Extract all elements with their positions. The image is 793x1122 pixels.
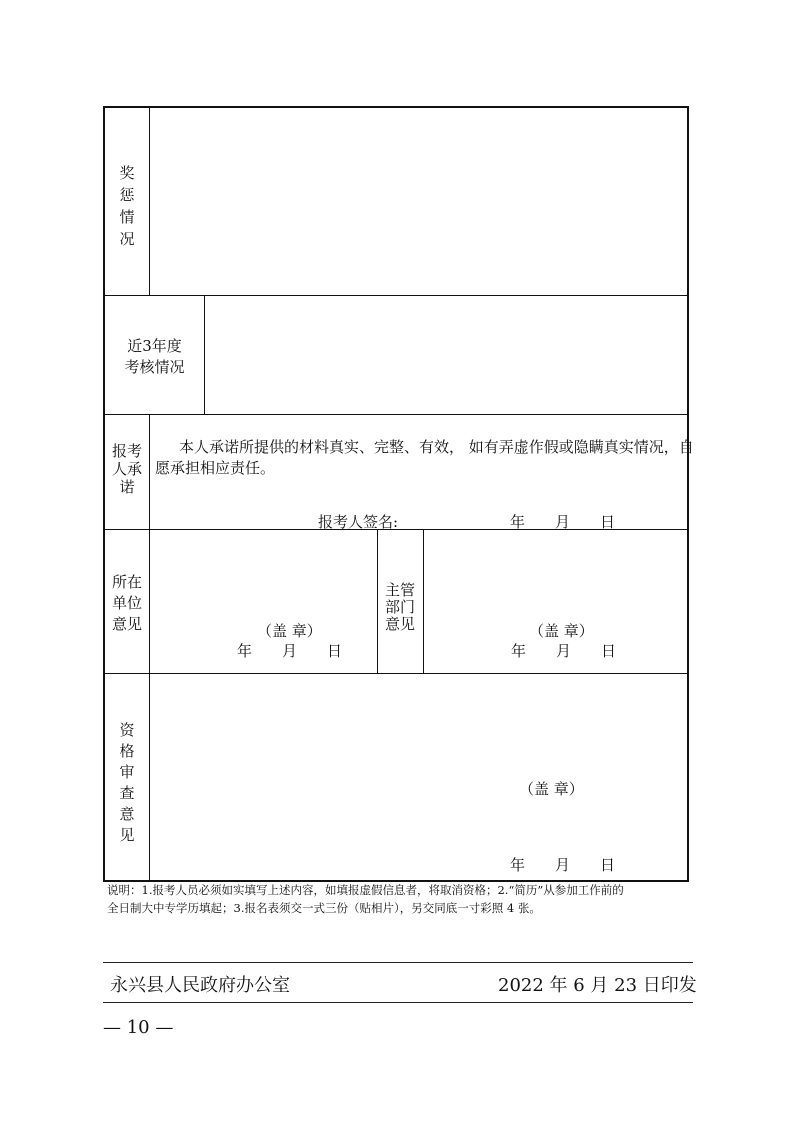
row-divider [105, 295, 687, 296]
column-divider [149, 414, 150, 880]
pledge-text-line2: 愿承担相应责任。 [155, 459, 276, 477]
row-divider [105, 673, 687, 674]
column-divider [204, 295, 205, 414]
column-divider [149, 108, 150, 295]
page-number: — 10 — [103, 1017, 174, 1038]
qualification-review-label-text: 资格审查意见 [119, 721, 135, 844]
review-seal: （盖 章） [519, 780, 584, 798]
issue-date: 2022 年 6 月 23 日印发 [498, 975, 697, 996]
column-divider [377, 529, 378, 673]
note-line2: 全日制大中专学历填起；3.报名表须交一式三份（贴相片），另交同底一寸彩照 4 张。 [107, 901, 541, 915]
unit-seal: （盖 章） [257, 622, 322, 640]
unit-date: 年 月 日 [237, 642, 343, 660]
registration-form-table [103, 106, 694, 882]
note-line1: 说明：1.报考人员必须如实填写上述内容，如填报虚假信息者，将取消资格；2.“简历”从参加工作前的 [107, 883, 624, 897]
signature-label: 报考人签名: [318, 513, 399, 531]
awards-label [105, 162, 149, 250]
footer-top-rule [103, 962, 693, 963]
row-divider [105, 414, 687, 415]
evaluation-label-line2: 考核情况 [124, 358, 185, 376]
pledge-date: 年 月 日 [510, 513, 616, 531]
dept-opinion-label-text: 主管部门意见 [384, 581, 415, 633]
dept-seal: （盖 章） [529, 622, 594, 640]
unit-opinion-label [111, 572, 143, 635]
unit-opinion-label-text: 所在单位意见 [111, 573, 142, 633]
pledge-label-text: 报考人承诺 [111, 442, 142, 496]
footer-bottom-rule [103, 1002, 693, 1003]
evaluation-label-line1: 近3年度 [127, 337, 182, 355]
dept-opinion-label [382, 582, 418, 633]
issuer-name: 永兴县人民政府办公室 [110, 975, 290, 996]
evaluation-label [105, 336, 204, 378]
dept-date: 年 月 日 [511, 642, 617, 660]
awards-label-text: 奖惩情况 [119, 164, 135, 248]
column-divider [423, 529, 424, 673]
pledge-text-line1: 本人承诺所提供的材料真实、完整、有效， 如有弄虚作假或隐瞒真实情况，自 [179, 438, 694, 456]
review-date: 年 月 日 [510, 856, 616, 874]
qualification-review-label [105, 720, 149, 846]
pledge-label [111, 442, 143, 496]
